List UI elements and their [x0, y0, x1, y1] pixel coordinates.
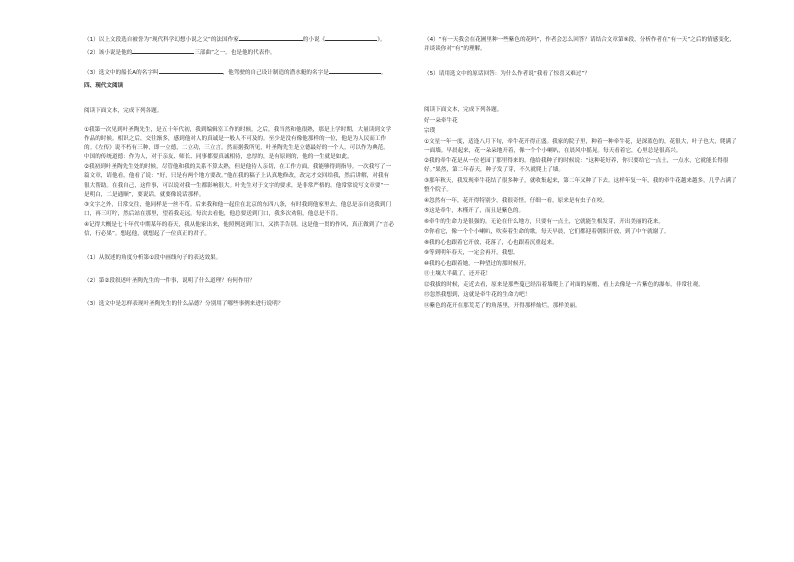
article-author: 宗璞 — [424, 128, 436, 135]
question-1a — [84, 34, 394, 45]
question-1b — [84, 47, 394, 58]
question-item: （3）选文中是怎样表现叶圣陶先生的什么品德？分别用了哪些事例来进行说明？ — [84, 301, 284, 308]
answer-blank[interactable] — [329, 67, 381, 74]
paragraph: ④忽然有一年，花开得特别少，我很奇怪，仔细一看，原来是有虫子在咬。 — [424, 197, 609, 204]
reading-instruction: 阅读下面文本，完成下列各题。 — [84, 108, 163, 115]
paragraph: ④记得大概是七十年代中期某年的春天，我从他家出来，他照例送到门口，又拱手告别。这是他一贯的作风，真正做到了“言必信，行必果”。想起他，就想起了一位真正的君子。 — [84, 221, 394, 237]
question-1a-text: （1）以上文段选自被誉为“现代科学幻想小说之父”的法国作家 — [84, 37, 239, 43]
question-item: （2）第②段叙述叶圣陶先生的一件事，说明了什么道理？有何作用？ — [84, 278, 255, 285]
question-1a-text-end: 》。 — [377, 37, 386, 43]
answer-blank[interactable] — [239, 34, 303, 41]
section-heading: 四、现代文阅读 — [84, 83, 124, 90]
paragraph: ⑥牵牛的生命力是很强的。无论在什么地方，只要有一点土，它就能生根发芽，开出美丽的花来。 — [424, 218, 664, 225]
paragraph: ⑨等到明年春天，一定会再开，我想。 — [424, 250, 519, 257]
question-2-text: （3）选文中的船长A的名字叫 — [84, 70, 159, 77]
article-title: 好一朵牵牛花 — [424, 117, 458, 124]
right-column — [424, 36, 740, 313]
paragraph: ③那年秋天，我发现牵牛花结了很多种子，就收集起来，第二年又种了下去。这样年复一年，我的牵牛花越来越多，几乎占满了整个院子。 — [424, 177, 737, 194]
paragraph: ③文字之外，日常交往，他同样是一丝不苟。后来我和他一起住在北京的东四八条，有时我到他家里去，他总是亲自送我到门口，再三叮咛，然后站在那里，望着我走远。每次去看他，他总要送到门口，我多次劝阻，他总是不肯。 — [84, 202, 392, 218]
paragraph: ②我的牵牛花是从一位老园丁那里得来的。他给我种子的时候说：“这种花好养，你只要给它一点土，一点水，它就能长得很好。”果然，第二年春天，种子发了芽，不久就爬上了墙。 — [424, 158, 729, 174]
left-column — [84, 34, 394, 323]
paragraph: ⑪土壤大半截了，还开花！ — [424, 271, 492, 278]
paragraph: ①文星一年一度，适逢八月下旬，牵牛花开得正盛。我家的院子里，种着一种牵牛花，是深蓝色的，花很大，叶子也大，爬满了一面墙。早晨起来，花一朵朵地开着，像一个个小喇叭，在晨风中摇晃。每天看着它，心里总是很高兴。 — [424, 138, 737, 154]
paragraph: ⑧我的心也跟着它开放，花落了，心也跟着沉重起来。 — [424, 239, 558, 246]
paragraph: ②我初到叶圣陶先生处的时候，尽管他和我的关系不算太熟，但是他待人亲切，在工作方面，我能够得到指导。一次我写了一篇文章，请他看，他看了说：“好，只是有两个地方要改。”他在我的稿子上认真地修改，改完才交回给我，然后讲解，对我有很大帮助。在我自己，这件事，可以说对我一生都影响很大。叶先生对于文字的要求，是非常严格的。他常常说写文章要“一是明白，二是通顺”，要说话，就要像说话那样。 — [84, 164, 392, 198]
answer-blank[interactable] — [132, 47, 194, 54]
answer-blank[interactable] — [325, 34, 377, 41]
paragraph: ⑩我的心也跟着她，一种望过的那时候开。 — [424, 260, 530, 267]
reading-instruction: 阅读下面文本，完成下列各题。 — [424, 107, 503, 114]
question-2-text-end: 。 — [380, 70, 387, 77]
question-1b-text-end: 三部曲”之一。也是他的代表作。 — [194, 49, 276, 56]
question-5: （5）请用选文中的原话回答：为什么作者说“我看了惊喜又难过”？ — [424, 70, 590, 77]
paragraph: ⑫我拔的时候，走近去看，原来是那些蔓已经沿着墙爬上了对面的屋檐，看上去像是一片紫色的瀑布，非常壮观。 — [424, 281, 704, 288]
paragraph: ⑦你看它，像一个个小喇叭，吹奏着生命的歌。每天早晨，它们都迎着朝阳开放，到了中午就谢了。 — [424, 229, 670, 236]
question-item: （1）从叙述的角度分析第①段中画线句子的表达效果。 — [84, 255, 222, 262]
paragraph: ⑤这是牵牛，木槿开了，而且是紫色的。 — [424, 208, 525, 215]
question-4: （4）“有一天我会在花圃里种一些紫色的花吗”，作者会怎么回答？请结合文章第⑨段，分析作者在“有一天”之后的情感变化，并谈谈你对“有”的理解。 — [424, 37, 736, 53]
question-2-text-mid: ，他驾驶的自己设计制造的潜水艇的名字是 — [222, 70, 329, 77]
paragraph: ①我第一次见到叶圣陶先生，是五十年代初，我到编辑室工作的时候。之后，我当然和他很熟，那是上学时期，大量读到文学作品的时候。相识之后，交往渐多，感到他对人的真诚是一般人不可及的。至少是没有像他那样的一位，他是为人民而工作的。《左传》说不朽有三种，即一立德，二立功，三立言。然而据我所见，叶圣陶先生是立德最好的一个人，可以作为典范。中国的传统道德：作为人，对于亲友、师长、同事都要真诚相待，忠厚的，是有原则的，他的一生就是如此。 — [84, 126, 392, 160]
question-2 — [84, 67, 394, 78]
answer-blank[interactable] — [159, 67, 223, 74]
paragraph: ⑬忽然我想到，这就是牵牛花的生命力吧！ — [424, 292, 531, 299]
paragraph: ⑭紫色的花开在那荒芜了的角落里，开得那样灿烂，那样美丽。 — [424, 303, 581, 310]
question-1b-text: （2）该小说是他的 — [84, 49, 133, 56]
question-1a-text-mid: 的小说《 — [302, 37, 326, 43]
